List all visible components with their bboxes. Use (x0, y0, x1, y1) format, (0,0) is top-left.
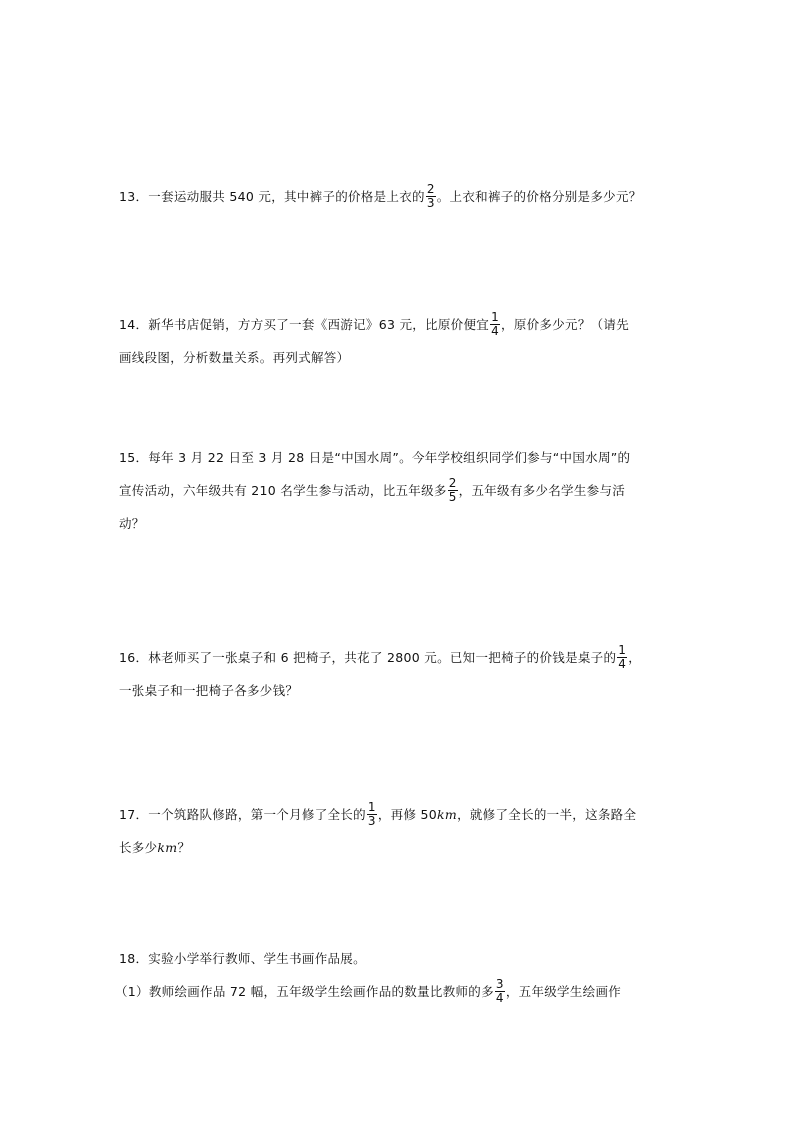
question-17-text-end: ，就修了全长的一半，这条路全 (457, 807, 637, 822)
fraction-numerator: 1 (618, 643, 627, 657)
fraction-denominator: 4 (618, 657, 627, 671)
unit-km: km (437, 807, 458, 822)
fraction-1-4 (617, 644, 627, 671)
fraction-3-4 (495, 978, 505, 1005)
fraction-2-3 (426, 183, 436, 210)
fraction-numerator: 1 (367, 800, 376, 814)
fraction-numerator: 1 (491, 310, 500, 324)
question-13-text: 13．一套运动服共 540 元，其中裤子的价格是上衣的 (119, 189, 425, 204)
question-17 (119, 798, 679, 864)
question-17-line-2 (119, 831, 679, 864)
question-18-sub-1-text: （1）教师绘画作品 72 幅，五年级学生绘画作品的数量比教师的多 (115, 984, 494, 999)
question-16 (119, 641, 679, 707)
question-17-text: 17．一个筑路队修路，第一个月修了全长的 (119, 807, 366, 822)
question-15-line-3: 动？ (119, 516, 145, 531)
fraction-denominator: 3 (367, 814, 376, 828)
fraction-1-3 (367, 801, 377, 828)
question-15 (119, 441, 679, 540)
question-14-line-2: 画线段图，分析数量关系。再列式解答） (119, 350, 350, 365)
question-14-text: 14．新华书店促销，方方买了一套《西游记》63 元，比原价便宜 (119, 317, 490, 332)
question-15-line-1: 15．每年 3 月 22 日至 3 月 28 日是“中国水周”。今年学校组织同学们参与“中国水周”的 (119, 450, 631, 465)
question-14 (119, 308, 679, 374)
question-15-text: 宣传活动，六年级共有 210 名学生参与活动，比五年级多 (119, 483, 447, 498)
question-18-line-1: 18．实验小学举行教师、学生书画作品展。 (119, 951, 366, 966)
question-16-line-1 (119, 641, 679, 674)
fraction-denominator: 4 (491, 324, 500, 338)
fraction-numerator: 2 (448, 476, 457, 490)
question-17-line-1 (119, 798, 679, 831)
fraction-numerator: 3 (495, 977, 504, 991)
question-13 (119, 180, 679, 213)
question-14-text-end: ，原价多少元？（请先 (501, 317, 630, 332)
fraction-numerator: 2 (426, 182, 435, 196)
question-18-sub-1-text-end: ，五年级学生绘画作 (505, 984, 622, 999)
question-13-text-end: 。上衣和裤子的价格分别是多少元？ (436, 189, 642, 204)
fraction-denominator: 5 (448, 490, 457, 504)
fraction-1-4 (490, 311, 500, 338)
question-16-line-2: 一张桌子和一把椅子各多少钱？ (119, 683, 299, 698)
fraction-2-5 (448, 477, 458, 504)
unit-km: km (157, 840, 178, 855)
fraction-denominator: 4 (495, 991, 504, 1005)
question-16-text-end: ， (628, 650, 642, 665)
fraction-denominator: 3 (426, 196, 435, 210)
question-17-text-2: 长多少 (119, 840, 158, 855)
question-13-line-1 (119, 180, 679, 213)
question-15-text-end: ，五年级有多少名学生参与活 (458, 483, 626, 498)
question-14-line-1 (119, 308, 679, 341)
question-16-text: 16．林老师买了一张桌子和 6 把椅子，共花了 2800 元。已知一把椅子的价钱是桌子的 (119, 650, 617, 665)
question-17-text-2-end: ？ (177, 840, 191, 855)
question-18 (115, 942, 679, 1008)
question-15-line-2 (119, 474, 679, 507)
question-18-sub-1 (115, 975, 679, 1008)
question-17-text-mid: ，再修 50 (377, 807, 438, 822)
